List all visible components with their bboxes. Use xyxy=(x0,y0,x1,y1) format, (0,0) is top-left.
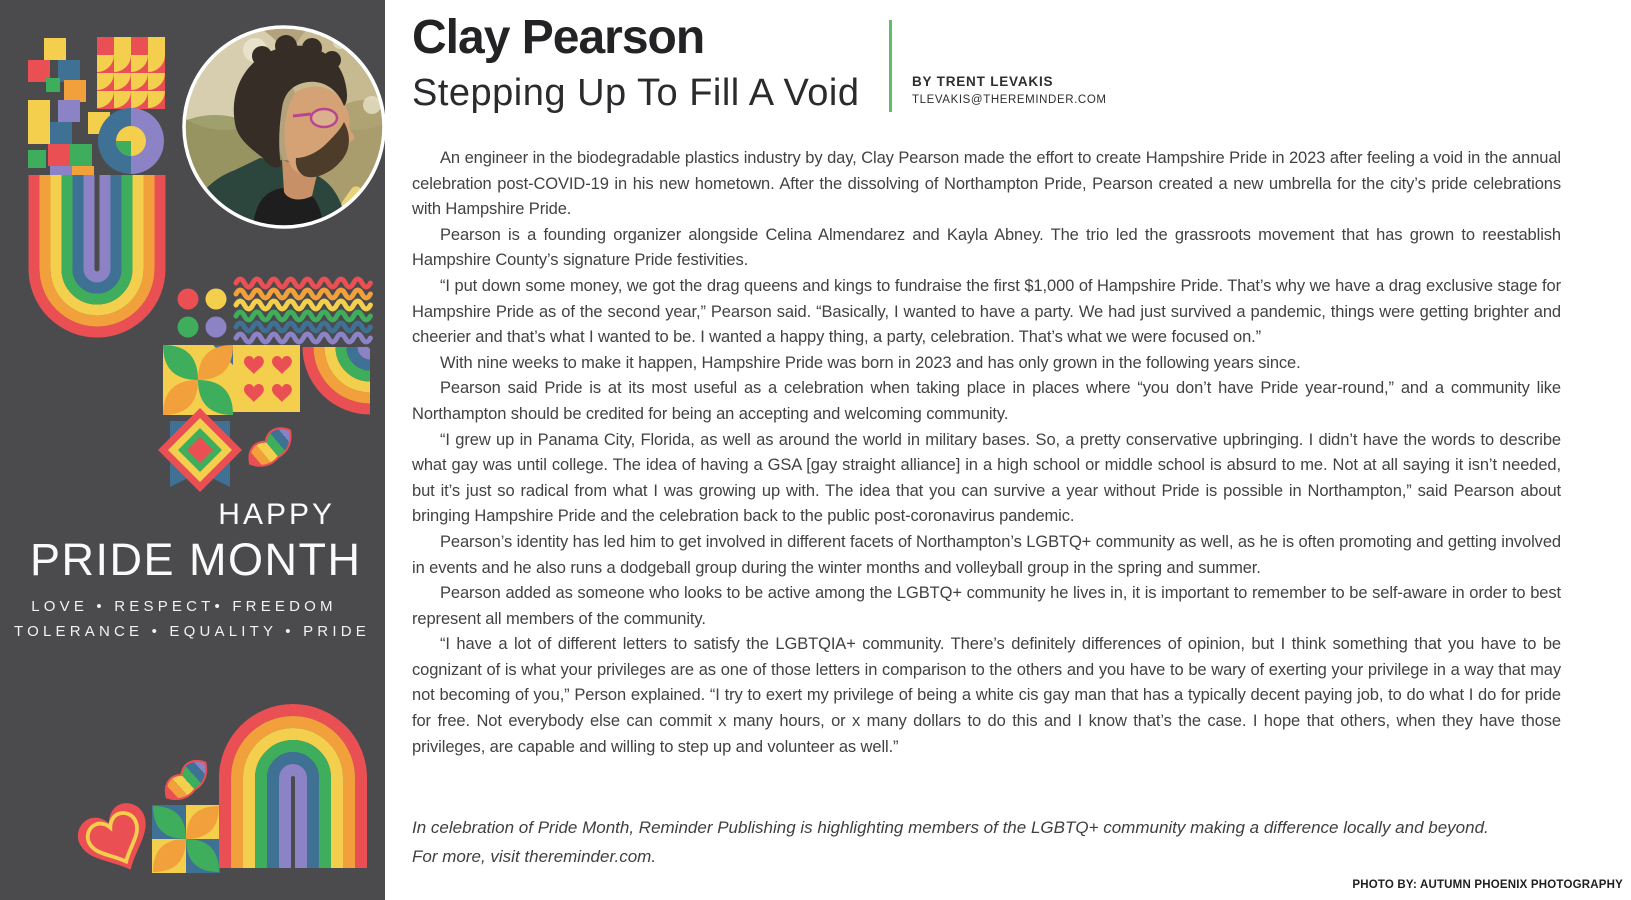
hearts-tile xyxy=(233,345,300,412)
fan-pattern xyxy=(97,37,165,109)
byline xyxy=(912,74,1107,106)
article-paragraph: With nine weeks to make it happen, Hampshire Pride was born in 2023 and has only grown in the following years since. xyxy=(440,353,1301,372)
photo-credit: PHOTO BY: AUTUMN PHOENIX PHOTOGRAPHY xyxy=(1352,879,1623,891)
waves-pattern xyxy=(236,279,370,342)
article-paragraph: Pearson’s identity has led him to get involved in different facets of Northampton’s LGBTQ+ community as well, as he is often promoting and getting involved in events and he also runs a dodgeball group during the winter months and volleyball group in the spring and summer. xyxy=(412,532,1561,577)
profile-photo xyxy=(145,10,385,240)
lips-bottom xyxy=(159,754,214,807)
byline-email: TLEVAKIS@THEREMINDER.COM xyxy=(912,94,1107,106)
happy-label: HAPPY xyxy=(218,498,335,531)
article-paragraph: An engineer in the biodegradable plastics industry by day, Clay Pearson made the effort to create Hampshire Pride in 2023 after feeling a void in the annual celebration post-COVID-19 in his new hometown. After the dissolving of Northampton Pride, Pearson created a new umbrella for the city’s pride celebrations with Hampshire Pride. xyxy=(412,149,1561,219)
page-title: Clay Pearson xyxy=(412,11,705,64)
quarter-rainbow xyxy=(308,347,370,409)
pride-month-label: PRIDE MONTH xyxy=(30,534,362,585)
editor-notes xyxy=(412,818,1561,876)
article-paragraph: “I put down some money, we got the drag queens and kings to fundraise the first $1,000 of Hampshire Pride. That’s why we have a drag exclusive stage for Hampshire Pride as of the second year,” Pearson said. “Basically, I wanted to have a party. We had just survived a pandemic, things were getting brighter and cheerier and that’s what I wanted to be. I wanted a happy thing, a party, celebration. That’s what we were focused on.” xyxy=(412,276,1561,347)
dots-pattern xyxy=(178,289,227,338)
byline-author: BY TRENT LEVAKIS xyxy=(912,74,1054,89)
tagline-line2: TOLERANCE • EQUALITY • PRIDE xyxy=(14,623,370,640)
article-paragraph: “I grew up in Panama City, Florida, as well as around the world in military bases. So, a pretty conservative upbringing. I didn’t have the words to describe what gay was until college. The idea of having a GSA [gay straight alliance] in a high school or middle school is absurd to me. Not at all saying it isn’t needed, but it’s just so radical from what I was growing up with. The idea that you can survive a year without Pride is possible in Northampton,” said Pearson about bringing Hampshire Pride and the celebration back to the public post-coronavirus pandemic. xyxy=(412,430,1561,526)
petal-tile-bottom xyxy=(152,805,220,873)
article-paragraph: “I have a lot of different letters to satisfy the LGBTQIA+ community. There’s definitely differences of opinion, but I think something that you have to be cognizant of is what your privileges are as one of those letters in comparison to the others and you have to be wary of exerting your privilege in a way that may not becoming of you,” Person explained. “I try to exert my privilege of being a white cis gay man that has a typically decent paying job, to do what I do for pride for free. Not everybody else can commit x many hours, or x many dollars to do this and I know that’s the case. I hope that others, when they have those privileges, are capable and willing to step up and volunteer as well.” xyxy=(412,635,1561,756)
byline-divider xyxy=(889,20,892,112)
inverted-rainbow xyxy=(34,175,160,332)
rainbow-arch xyxy=(225,710,361,868)
lips-middle xyxy=(243,422,299,474)
article-paragraph: Pearson is a founding organizer alongside Celina Almendarez and Kayla Abney. The trio led the grassroots movement that has grown to reestablish Hampshire County’s signature Pride festivities. xyxy=(412,225,1561,270)
sidebar-pride-panel xyxy=(0,0,385,900)
tagline-line1: LOVE • RESPECT• FREEDOM xyxy=(31,598,337,615)
editor-note-line2: For more, visit thereminder.com. xyxy=(412,847,657,866)
pride-decorations xyxy=(0,0,385,900)
petal-tile xyxy=(163,345,233,415)
article-paragraph: Pearson said Pride is at its most useful as a celebration when taking place in places where “you don’t have Pride year-round,” and a community like Northampton should be credited for being an accepting and welcoming community. xyxy=(412,379,1561,423)
page-subtitle: Stepping Up To Fill A Void xyxy=(412,72,860,114)
editor-note-line1: In celebration of Pride Month, Reminder Publishing is highlighting members of the LGBTQ+ community making a difference locally and beyond. xyxy=(412,818,1489,837)
article-column xyxy=(385,0,1631,900)
article-paragraph: Pearson added as someone who looks to be active among the LGBTQ+ community he lives in, it is important to remember to be self-aware in order to best represent all members of the community. xyxy=(412,584,1561,628)
heart-ornament xyxy=(72,797,163,885)
article-body xyxy=(412,146,1561,760)
diamond-ornament xyxy=(158,408,242,492)
target-circle xyxy=(98,108,164,174)
